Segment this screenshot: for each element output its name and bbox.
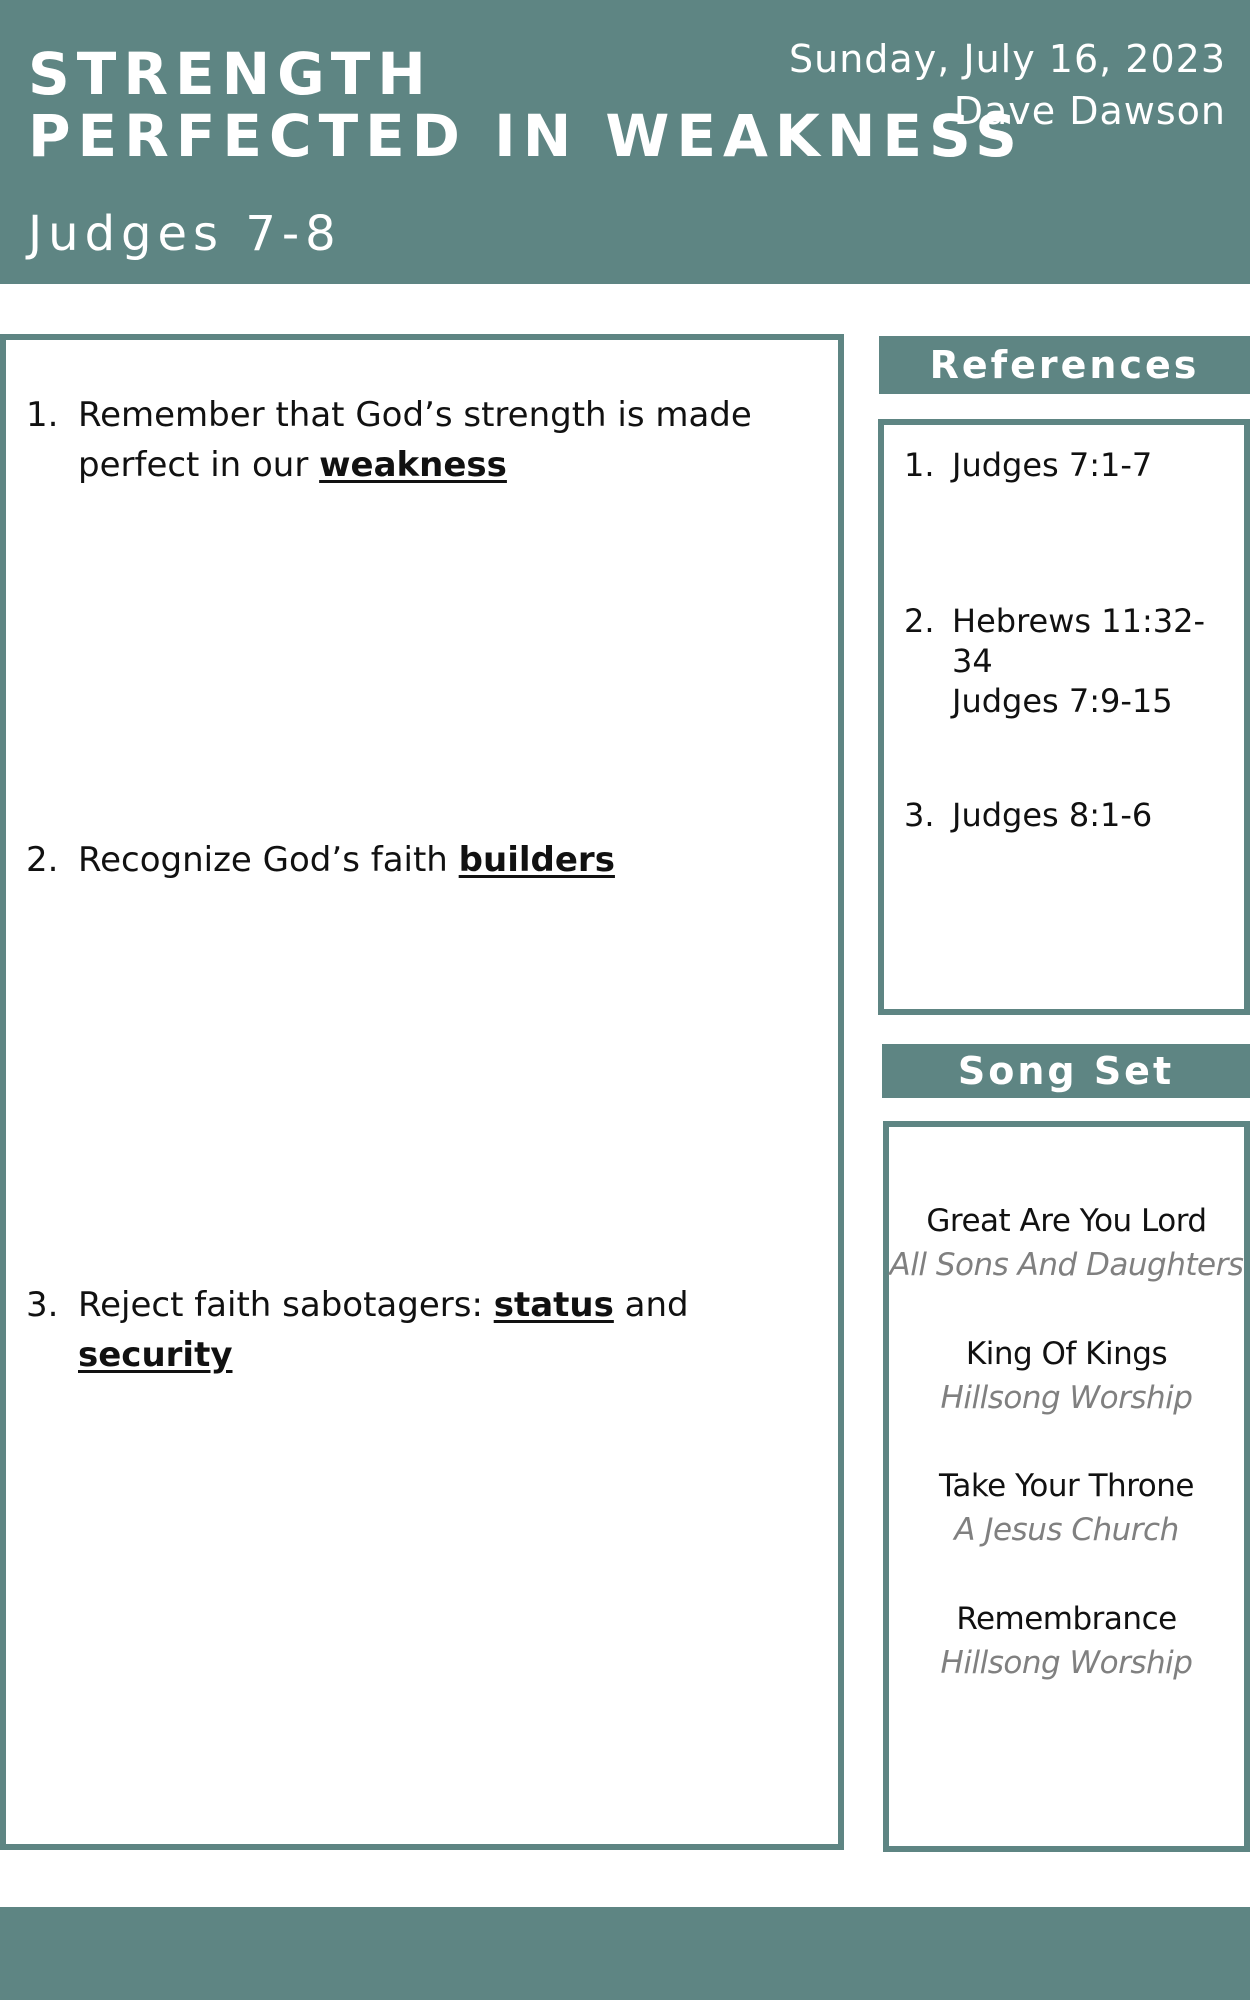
point-keyword: weakness	[319, 445, 507, 485]
point-text-before: Recognize God’s faith	[78, 840, 459, 880]
reference-line-1: Judges 7:1-7	[952, 446, 1153, 484]
point-text	[78, 835, 818, 885]
song-set-heading: Song Set	[882, 1044, 1250, 1098]
references-box	[878, 419, 1250, 1015]
reference-text	[952, 795, 1234, 835]
point-text	[78, 390, 818, 490]
sermon-point-1	[26, 390, 818, 490]
song-artist: All Sons And Daughters	[889, 1247, 1244, 1283]
point-keyword-2: security	[78, 1335, 233, 1375]
song-title: King Of Kings	[965, 1336, 1168, 1372]
sermon-title-line-2: PERFECTED IN WEAKNESS	[28, 102, 1024, 170]
song-title: Great Are You Lord	[926, 1203, 1207, 1239]
reference-number: 2.	[904, 602, 935, 640]
reference-line-1: Hebrews 11:32-34	[952, 602, 1205, 680]
point-number: 1.	[26, 395, 59, 435]
song-title: Take Your Throne	[939, 1468, 1194, 1504]
song-item	[889, 1332, 1244, 1420]
song-artist: Hillsong Worship	[940, 1645, 1193, 1681]
reference-number: 1.	[904, 446, 935, 484]
reference-line-1: Judges 8:1-6	[952, 796, 1153, 834]
sermon-date: Sunday, July 16, 2023	[789, 37, 1226, 81]
header-banner	[0, 0, 1250, 284]
reference-text	[952, 445, 1234, 485]
speaker-name: Dave Dawson	[953, 89, 1226, 133]
sermon-point-2	[26, 835, 818, 885]
song-set-box	[883, 1121, 1250, 1852]
reference-number: 3.	[904, 796, 935, 834]
references-heading: References	[879, 336, 1250, 394]
reference-line-2: Judges 7:9-15	[952, 682, 1173, 720]
song-item	[889, 1597, 1244, 1685]
scripture-passage: Judges 7-8	[28, 206, 342, 262]
reference-item-2	[904, 601, 1234, 721]
point-text-before: Remember that God’s strength is made perfect in our	[78, 395, 752, 485]
point-number: 2.	[26, 840, 59, 880]
point-text	[78, 1280, 818, 1380]
point-number: 3.	[26, 1285, 59, 1325]
sermon-title-line-1: STRENGTH	[28, 40, 433, 108]
point-text-before: Reject faith sabotagers:	[78, 1285, 494, 1325]
song-item	[889, 1464, 1244, 1552]
sermon-points-box	[0, 334, 844, 1850]
reference-text	[952, 601, 1234, 721]
song-item	[889, 1199, 1244, 1287]
reference-item-1	[904, 445, 1234, 485]
point-keyword: status	[493, 1285, 614, 1325]
song-artist: Hillsong Worship	[940, 1380, 1193, 1416]
sermon-point-3	[26, 1280, 818, 1380]
point-text-after: and	[613, 1285, 689, 1325]
reference-item-3	[904, 795, 1234, 835]
song-artist: A Jesus Church	[954, 1512, 1179, 1548]
song-title: Remembrance	[956, 1601, 1177, 1637]
footer-banner	[0, 1907, 1250, 2000]
point-keyword: builders	[458, 840, 615, 880]
